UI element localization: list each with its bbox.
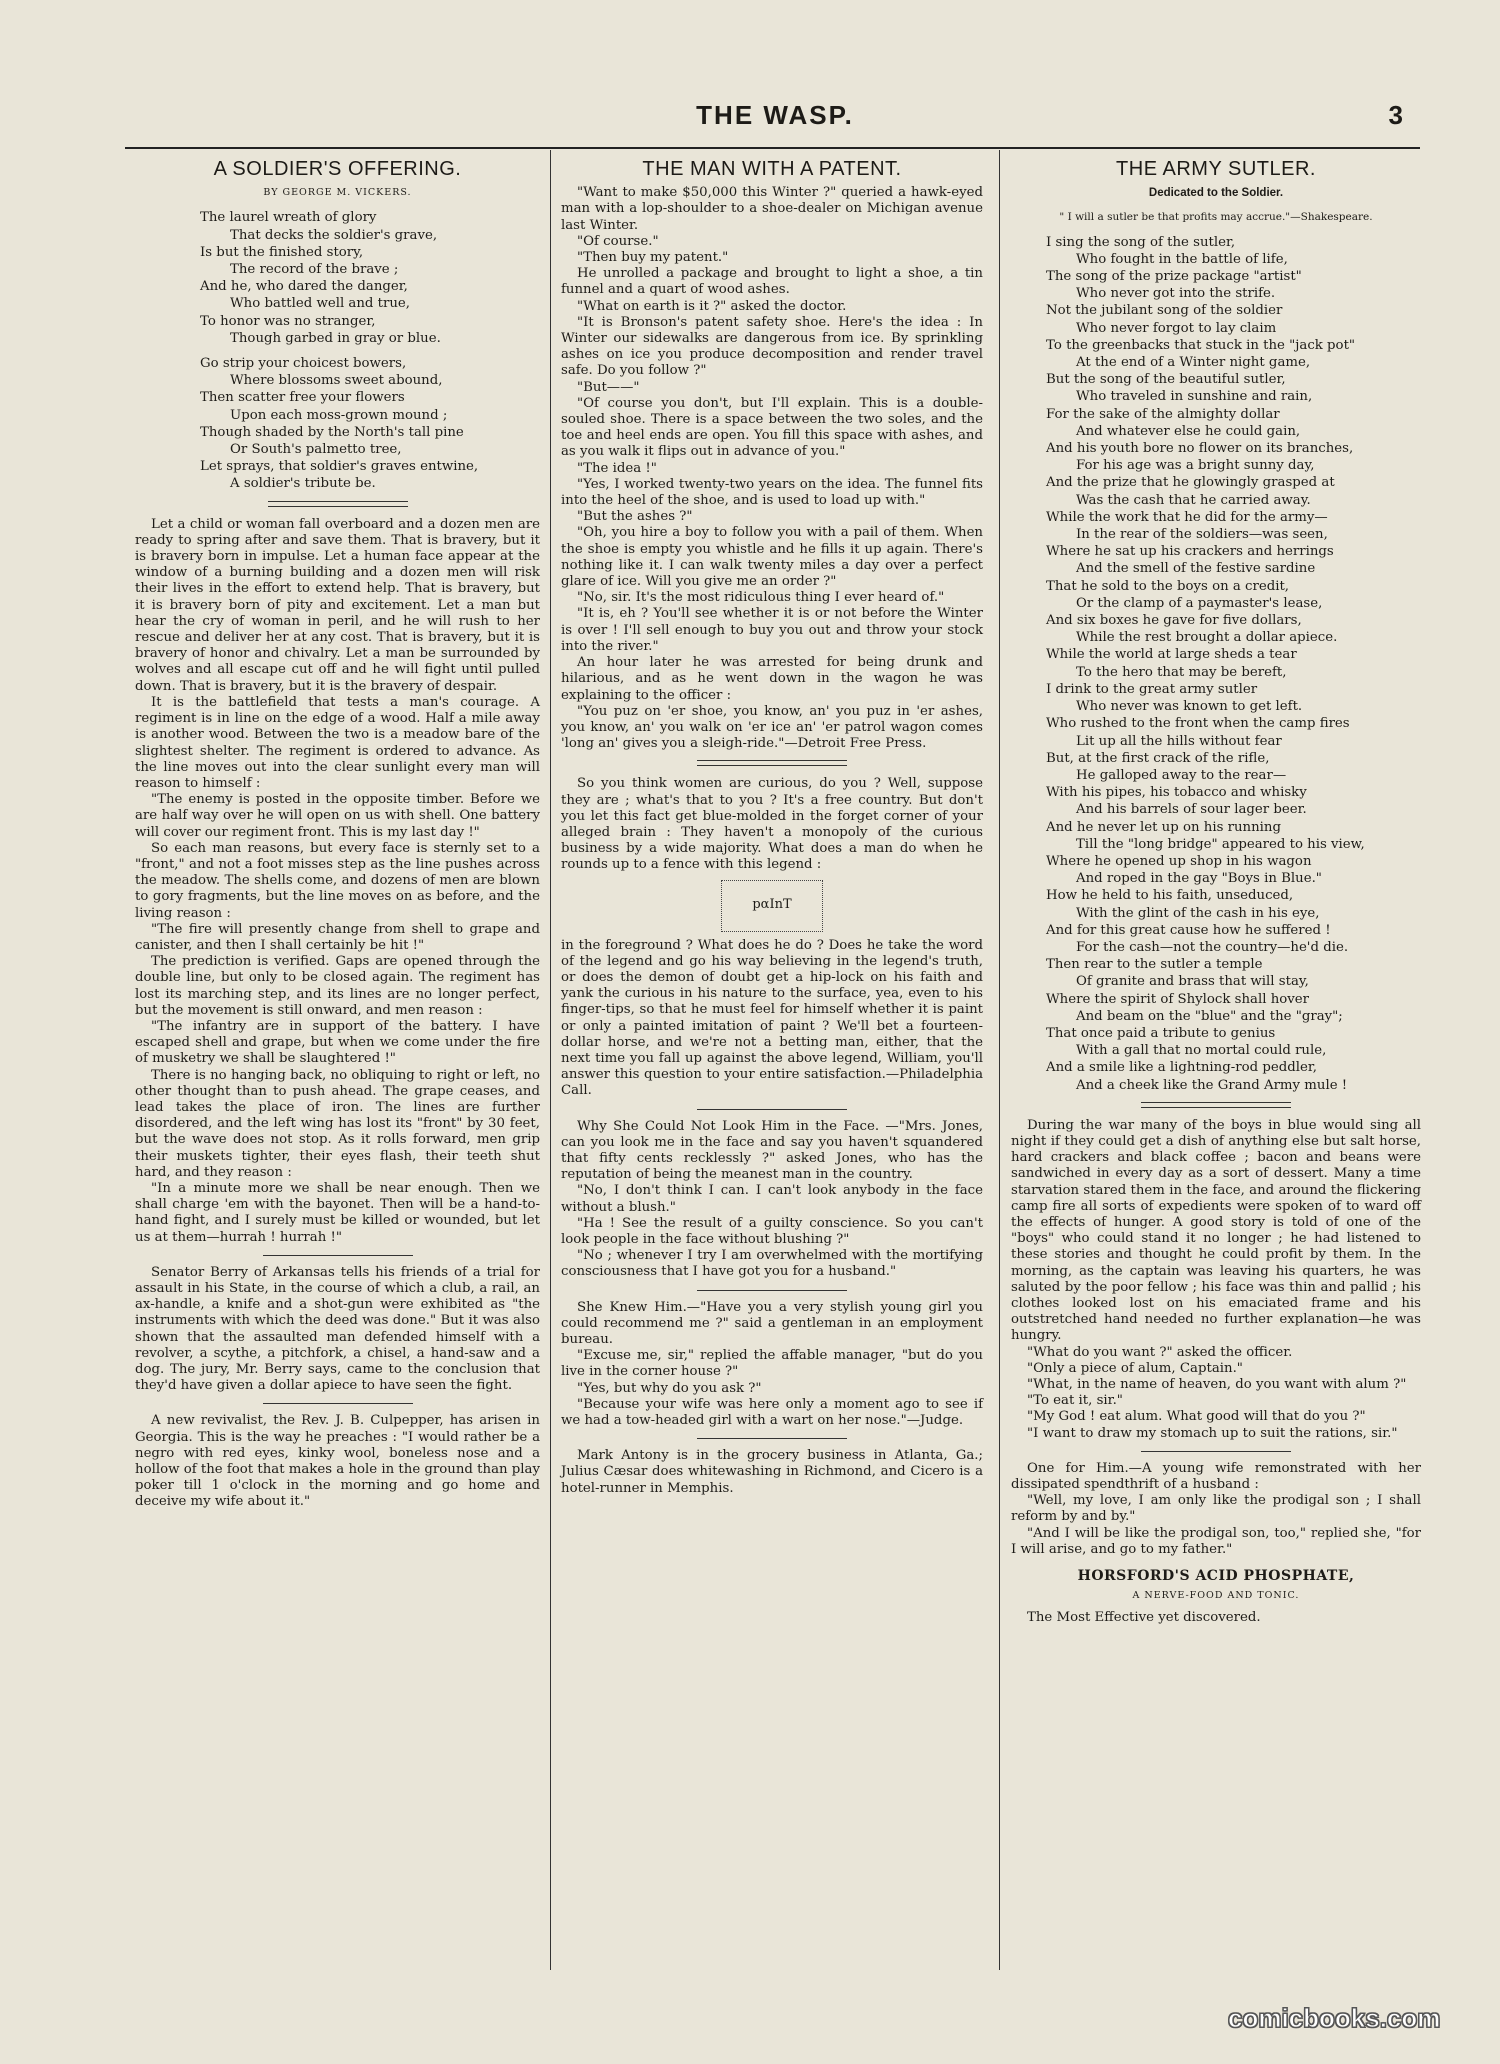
paragraph: "It is Bronson's patent safety shoe. Here's the idea : In Winter our sidewalks are dangerous from ice. By sprinkling ashes on ice you produce decomposition and render travel safe. Do you follow ?" <box>561 314 983 379</box>
poem-line: In the rear of the soldiers—was seen, <box>1076 527 1328 543</box>
article-one-for-him <box>1011 1461 1421 1558</box>
poem-line: Where blossoms sweet abound, <box>230 373 443 389</box>
double-rule <box>1141 1102 1291 1108</box>
paragraph: "It is, eh ? You'll see whether it is or not before the Winter is over ! I'll sell enough to buy you out and throw your stock into the river." <box>561 606 983 654</box>
article-senator-berry: Senator Berry of Arkansas tells his friends of a trial for assault in his State, in the course of which a club, a rail, an ax-handle, a knife and a shot-gun were exhibited as "the instruments with which the deed was done." But it was also shown that the assaulted man defended himself with a revolver, a scythe, a pitchfork, a chisel, a hand-saw and a dog. The jury, Mr. Berry says, came to the conclusion that they'd have given a dollar apiece to have seen the fight. <box>135 1264 540 1394</box>
paragraph: "What, in the name of heaven, do you want with alum ?" <box>1027 1377 1407 1393</box>
poem-line: And whatever else he could gain, <box>1076 423 1301 439</box>
paragraph: "To eat it, sir." <box>1027 1393 1123 1409</box>
poem-line: But, at the first crack of the rifle, <box>1046 750 1270 766</box>
paragraph: "In a minute more we shall be near enough. Then we shall charge 'em with the bayonet. Then will be a hand-to-hand fight, and I surely must be killed or wounded, but let us at them—hurrah ! hurrah !" <box>135 1180 540 1245</box>
poem-line: He galloped away to the rear— <box>1076 767 1287 783</box>
poem-line: Or South's palmetto tree, <box>230 442 402 458</box>
separator <box>263 1403 413 1404</box>
article-curious: So you think women are curious, do you ? Well, suppose they are ; what's that to you ? It's a free country. But don't you let this fact get blue-molded in the forget corner of your alleged brain : They haven't a monopoly of the curious business by a wide majority. What does a man do when he rounds up to a fence with this legend : <box>561 776 983 873</box>
paragraph: "Yes, but why do you ask ?" <box>577 1380 762 1396</box>
article-could-not-look <box>561 1119 983 1281</box>
article-title-man-with-patent: THE MAN WITH A PATENT. <box>642 158 902 180</box>
paragraph: It is the battlefield that tests a man's courage. A regiment is in line on the edge of a wood. Half a mile away is another wood. Between the two is a meadow bare of the slightest shelter. The regiment is ordered to advance. As the line moves out into the clear sunlight every man will reason to himself : <box>135 694 540 791</box>
masthead <box>125 96 1425 136</box>
poem-line: And for this great cause how he suffered ! <box>1046 922 1331 938</box>
paragraph: One for Him.—A young wife remonstrated with her dissipated spendthrift of a husband : <box>1011 1460 1421 1493</box>
poem-line: Till the "long bridge" appeared to his view, <box>1076 836 1365 852</box>
column-divider-1 <box>550 150 551 1970</box>
poem-line: Was the cash that he carried away. <box>1076 492 1311 508</box>
poem-line: And the smell of the festive sardine <box>1076 561 1316 577</box>
poem-line: The song of the prize package "artist" <box>1046 269 1302 285</box>
poem-line: Who traveled in sunshine and rain, <box>1076 389 1313 405</box>
poem-line: To the greenbacks that stuck in the "jack pot" <box>1046 337 1356 353</box>
paragraph: "Yes, I worked twenty-two years on the idea. The funnel fits into the heel of the shoe, and is used to load up with." <box>561 476 983 509</box>
separator <box>263 1255 413 1256</box>
paragraph: "Excuse me, sir," replied the affable manager, "but do you live in the corner house ?" <box>561 1348 983 1380</box>
poem-line: With the glint of the cash in his eye, <box>1076 905 1320 921</box>
poem-line: Who never got into the strife. <box>1076 286 1276 302</box>
article-title-army-sutler: THE ARMY SUTLER. <box>1116 158 1316 180</box>
poem-line: And he never let up on his running <box>1046 819 1281 835</box>
poem-line: And his youth bore no flower on its branches, <box>1046 441 1354 457</box>
separator <box>697 1290 847 1291</box>
article-bravery <box>135 517 540 1246</box>
poem-line: And six boxes he gave for five dollars, <box>1046 613 1302 629</box>
poem-line: Of granite and brass that will stay, <box>1076 974 1309 990</box>
poem-line: While the world at large sheds a tear <box>1046 647 1297 663</box>
poem-line: Or the clamp of a paymaster's lease, <box>1076 595 1323 611</box>
separator <box>697 1109 847 1110</box>
paragraph: "Of course." <box>577 233 659 249</box>
article-she-knew-him <box>561 1300 983 1430</box>
poem-line: Who fought in the battle of life, <box>1076 251 1288 267</box>
double-rule <box>697 760 847 766</box>
paragraph: "No, sir. It's the most ridiculous thing I ever heard of." <box>577 590 945 606</box>
epigraph: " I will a sutler be that profits may accrue."—Shakespeare. <box>1059 211 1373 224</box>
poem-line: Then scatter free your flowers <box>200 390 405 406</box>
article-mark-antony: Mark Antony is in the grocery business in Atlanta, Ga.; Julius Cæsar does whitewashing in Richmond, and Cicero is a hotel-runner in Memphis. <box>561 1448 983 1496</box>
paragraph: She Knew Him.—"Have you a very stylish young girl you could recommend me ?" said a gentleman in an employment bureau. <box>561 1299 983 1347</box>
byline: BY GEORGE M. VICKERS. <box>263 187 412 199</box>
page-number: 3 <box>1388 100 1403 130</box>
poem-line: For the cash—not the country—he'd die. <box>1076 939 1349 955</box>
paragraph: Why She Could Not Look Him in the Face. —"Mrs. Jones, can you look me in the face and say you haven't squandered that fifty cents recklessly ?" asked Jones, who has the reputation of being the meanest man in the country. <box>561 1118 983 1183</box>
poem-line: The laurel wreath of glory <box>200 210 377 226</box>
poem-line: Where he sat up his crackers and herrings <box>1046 544 1334 560</box>
paragraph: "The idea !" <box>577 460 657 476</box>
paragraph: "No ; whenever I try I am overwhelmed with the mortifying consciousness that I have got you for a husband." <box>561 1248 983 1280</box>
poem-line: I drink to the great army sutler <box>1046 681 1258 697</box>
poem-line: With a gall that no mortal could rule, <box>1076 1043 1327 1059</box>
column-1 <box>135 155 540 1511</box>
separator <box>1141 1451 1291 1452</box>
ad-title: HORSFORD'S ACID PHOSPHATE, <box>1077 1568 1355 1585</box>
poem-line: Not the jubilant song of the soldier <box>1046 303 1283 319</box>
paragraph: "Ha ! See the result of a guilty conscience. So you can't look people in the face without blushing ?" <box>561 1215 983 1247</box>
poem-line: For the sake of the almighty dollar <box>1046 406 1280 422</box>
poem-line: A soldier's tribute be. <box>230 476 376 492</box>
header-rule <box>125 147 1420 149</box>
poem-line: Then rear to the sutler a temple <box>1046 957 1263 973</box>
paragraph: There is no hanging back, no obliquing to right or left, no other thought than to push ahead. The grape ceases, and lead takes the place of iron. The lines are further disordered, and the left wing has lost its "front" by 30 feet, but the wave does not stop. As it rolls forward, men grip their muskets tighter, their eyes flash, their teeth shut hard, and they reason : <box>135 1067 540 1180</box>
paragraph: "No, I don't think I can. I can't look anybody in the face without a blush." <box>561 1183 983 1215</box>
poem-line: And roped in the gay "Boys in Blue." <box>1076 871 1322 887</box>
paragraph: "But——" <box>577 379 640 395</box>
poem-line: I sing the song of the sutler, <box>1046 234 1236 250</box>
watermark: comicbooks.com <box>1228 2003 1441 2033</box>
poem-line: And his barrels of sour lager beer. <box>1076 802 1307 818</box>
paragraph: "I want to draw my stomach up to suit the rations, sir." <box>1027 1425 1398 1441</box>
poem-line: Let sprays, that soldier's graves entwine, <box>200 459 479 475</box>
poem-line: Where the spirit of Shylock shall hover <box>1046 991 1310 1007</box>
paragraph: "Then buy my patent." <box>577 250 729 266</box>
poem-line: That once paid a tribute to genius <box>1046 1025 1276 1041</box>
separator <box>697 1438 847 1439</box>
poem-line: Who rushed to the front when the camp fires <box>1046 716 1350 732</box>
article-alum-story <box>1011 1118 1421 1442</box>
poem-line: With his pipes, his tobacco and whisky <box>1046 785 1307 801</box>
paint-sign <box>721 880 823 932</box>
paragraph: "My God ! eat alum. What good will that do you ?" <box>1027 1409 1366 1425</box>
poem-line: Go strip your choicest bowers, <box>200 356 407 372</box>
poem-line: Where he opened up shop in his wagon <box>1046 853 1312 869</box>
poem-line: Though shaded by the North's tall pine <box>200 424 464 440</box>
poem-line: Upon each moss-grown mound ; <box>230 407 448 423</box>
paragraph: The prediction is verified. Gaps are opened through the double line, but only to be closed again. The regiment has lost its marching step, and its lines are no longer perfect, but the movement is still onward, and men reason : <box>135 954 540 1018</box>
paragraph: So each man reasons, but every face is sternly set to a "front," and not a foot misses step as the line pushes across the meadow. The shells come, and dozens of men are blown to gory fragments, but the line moves on as before, and the living reason : <box>135 840 540 921</box>
poem-line: How he held to his faith, unseduced, <box>1046 888 1294 904</box>
paint-sign-text: pαInT <box>752 897 792 913</box>
poem-line: For his age was a bright sunny day, <box>1076 458 1315 474</box>
paragraph: "Only a piece of alum, Captain." <box>1027 1360 1243 1376</box>
ad-subtitle: A NERVE-FOOD AND TONIC. <box>1132 1590 1300 1602</box>
column-3 <box>1011 155 1421 1627</box>
poem-line: Though garbed in gray or blue. <box>230 330 441 346</box>
paragraph: Let a child or woman fall overboard and a dozen men are ready to spring after and save them. That is bravery, but it is bravery born in impulse. Let a human face appear at the window of a burning building and a dozen men will risk their lives in the effort to extend help. That is bravery, but it is bravery born of pity and excitement. Let a man but hear the cry of woman in peril, and he will rush to her rescue and deliver her at any cost. That is bravery, but it is bravery of honor and chivalry. Let a man be surrounded by wolves and all escape cut off and he will fight until pulled down. That is bravery, but it is the bravery of despair. <box>135 516 540 694</box>
article-revivalist: A new revivalist, the Rev. J. B. Culpepper, has arisen in Georgia. This is the way he preaches : "I would rather be a negro with red eyes, kinky wool, boneless nose and a hollow of the foot that makes a hole in the ground than play poker till 1 o'clock in the morning and go home and deceive my wife about it." <box>135 1413 540 1510</box>
poem-line: To the hero that may be bereft, <box>1076 664 1287 680</box>
poem-line: Who never was known to get left. <box>1076 699 1303 715</box>
paragraph: "What do you want ?" asked the officer. <box>1027 1344 1293 1360</box>
poem-line: While the rest brought a dollar apiece. <box>1076 630 1338 646</box>
paragraph: "Want to make $50,000 this Winter ?" queried a hawk-eyed man with a lop-shoulder to a shoe-dealer on Michigan avenue last Winter. <box>561 185 983 233</box>
paragraph: "Because your wife was here only a moment ago to see if we had a tow-headed girl with a wart on her nose."—Judge. <box>561 1396 983 1429</box>
paragraph: "The fire will presently change from shell to grape and canister, and then I shall certainly be hit !" <box>135 921 540 953</box>
poem-line: To honor was no stranger, <box>200 313 376 329</box>
article-man-with-patent <box>561 185 983 752</box>
newspaper-title: THE WASP. <box>696 100 854 130</box>
ad-line: The Most Effective yet discovered. <box>1027 1610 1261 1626</box>
paragraph: An hour later he was arrested for being drunk and hilarious, and as he went down in the wagon he was explaining to the officer : <box>561 655 983 703</box>
paragraph: He unrolled a package and brought to light a shoe, a tin funnel and a quart of wood ashes. <box>561 266 983 298</box>
article-curious-cont: in the foreground ? What does he do ? Does he take the word of the legend and go his way believing in the legend's truth, or does the demon of doubt get a hip-lock on his faith and yank the curious in his nature to the surface, yea, even to his finger-tips, so that he must feel for himself whether it is paint or only a painted imitation of paint ? We'll bet a fourteen-dollar horse, and we're not a betting man, either, that the next time you fall up against the above legend, William, you'll answer this question to your entire satisfaction.—Philadelphia Call. <box>561 937 983 1099</box>
paragraph: "What on earth is it ?" asked the doctor. <box>577 298 847 314</box>
paragraph: "The infantry are in support of the battery. I have escaped shell and grape, but when we come under the fire of musketry we shall be slaughtered !" <box>135 1018 540 1067</box>
double-rule <box>268 501 408 507</box>
poem-line: That he sold to the boys on a credit, <box>1046 578 1290 594</box>
poem-soldiers-offering <box>135 209 540 492</box>
paragraph: "Of course you don't, but I'll explain. This is a double-souled shoe. There is a space between the two soles, and the toe and heel ends are open. You fill this space with ashes, and as you walk it flips out in advance of you." <box>561 395 983 460</box>
column-divider-2 <box>999 150 1000 1970</box>
article-title-soldiers-offering: A SOLDIER'S OFFERING. <box>213 158 462 180</box>
poem-army-sutler <box>1011 234 1421 1094</box>
poem-line: But the song of the beautiful sutler, <box>1046 372 1286 388</box>
paragraph: "But the ashes ?" <box>577 509 693 525</box>
poem-line: And the prize that he glowingly grasped at <box>1046 475 1335 491</box>
poem-line: Is but the finished story, <box>200 244 364 260</box>
dedication: Dedicated to the Soldier. <box>1148 187 1284 200</box>
paragraph: "Oh, you hire a boy to follow you with a pail of them. When the shoe is empty you whistle and he fills it up again. There's nothing like it. I can walk twenty miles a day over a perfect glare of ice. Will you give me an order ?" <box>561 525 983 590</box>
poem-line: That decks the soldier's grave, <box>230 227 438 243</box>
poem-line: And a cheek like the Grand Army mule ! <box>1076 1077 1348 1093</box>
paragraph: During the war many of the boys in blue would sing all night if they could get a dish of anything else but salt horse, hard crackers and black coffee ; bacon and beans were sandwiched in every day as a sort of dessert. Many a time starvation stared them in the face, and around the flickering camp fire all sorts of expedients were spoken of to ward off the effects of hunger. A good story is told of one of the "boys" who could stand it no longer ; he had listened to these stories and thought he could profit by them. In the morning, as the captain was leaving his quarters, he was saluted by the poor fellow ; his face was thin and pallid ; his clothes looked lost on his emaciated frame and his outstretched hand needed no further explanation—he was hungry. <box>1011 1117 1421 1344</box>
poem-line: At the end of a Winter night game, <box>1076 355 1311 371</box>
paragraph: "Well, my love, I am only like the prodigal son ; I shall reform by and by." <box>1011 1493 1421 1525</box>
poem-line: While the work that he did for the army— <box>1046 509 1328 525</box>
poem-line: And a smile like a lightning-rod peddler, <box>1046 1060 1317 1076</box>
poem-line: Lit up all the hills without fear <box>1076 733 1282 749</box>
paragraph: "And I will be like the prodigal son, too," replied she, "for I will arise, and go to my father." <box>1011 1525 1421 1557</box>
paragraph: "You puz on 'er shoe, you know, an' you puz in 'er ashes, you know, an' you walk on 'er ice an' 'er patrol wagon comes 'long an' gives you a sleigh-ride."—Detroit Free Press. <box>561 703 983 752</box>
poem-line: Who never forgot to lay claim <box>1076 320 1277 336</box>
paragraph: "The enemy is posted in the opposite timber. Before we are half way over he will open on us with shell. One battery will cover our regiment front. This is my last day !" <box>135 792 540 840</box>
stanza-gap <box>200 347 540 355</box>
poem-line: And beam on the "blue" and the "gray"; <box>1076 1008 1343 1024</box>
poem-line: The record of the brave ; <box>230 262 399 278</box>
column-2 <box>561 155 983 1497</box>
poem-line: Who battled well and true, <box>230 296 411 312</box>
poem-line: And he, who dared the danger, <box>200 279 408 295</box>
